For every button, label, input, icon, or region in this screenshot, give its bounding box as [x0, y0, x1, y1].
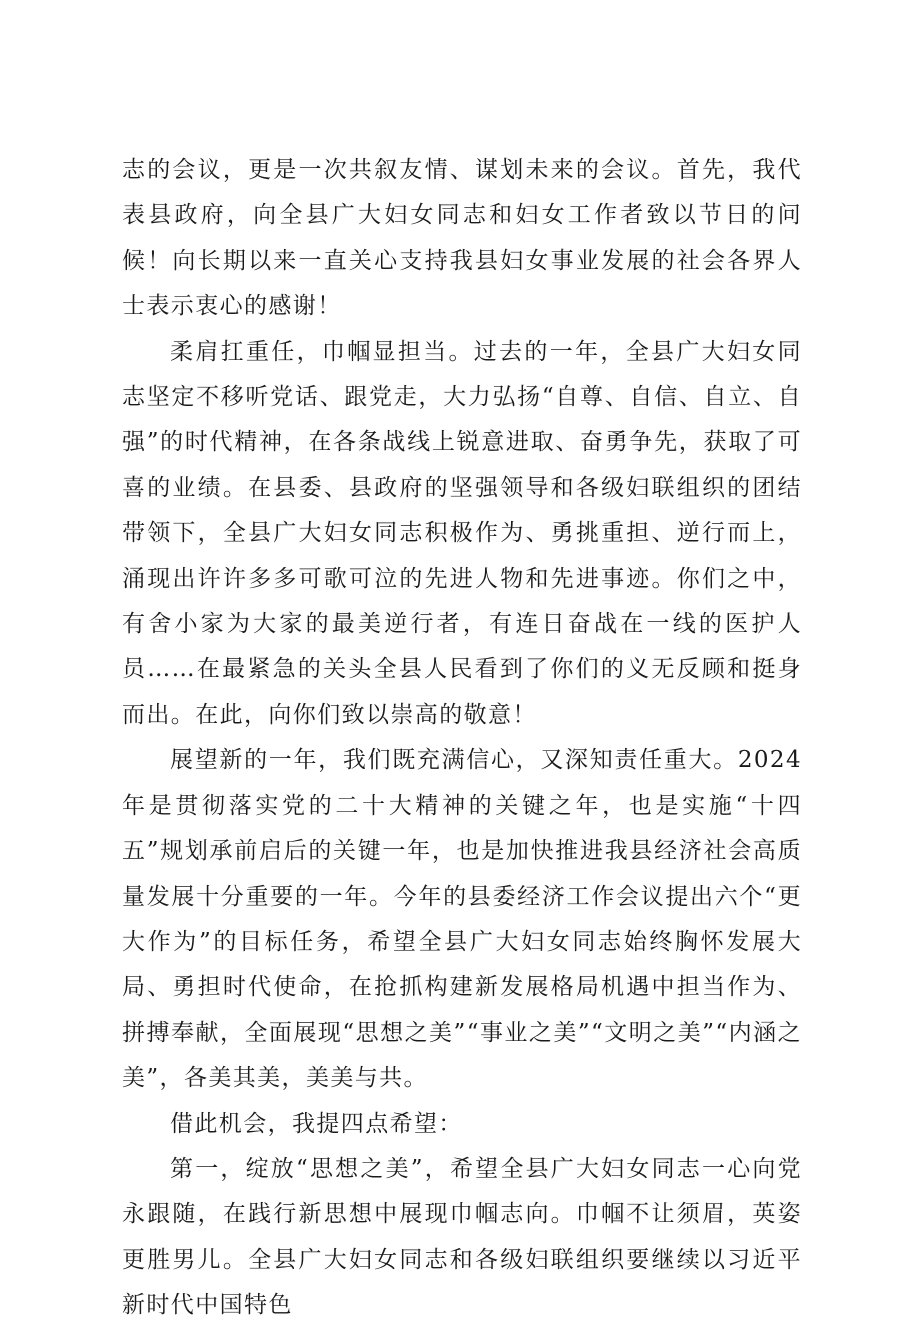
paragraph-4: 借此机会，我提四点希望： — [170, 1110, 463, 1137]
paragraph-1: 志的会议，更是一次共叙友情、谋划未来的会议。首先，我代表县政府，向全县广大妇女同志和妇女工作者致以节日的问候！向长期以来一直关心支持我县妇女事业发展的社会各界人士表示衷心的感谢！ — [122, 157, 802, 320]
paragraph-3: 展望新的一年，我们既充满信心，又深知责任重大。2024年是贯彻落实党的二十大精神的关键之年，也是实施“十四五”规划承前启后的关键一年，也是加快推进我县经济社会高质量发展十分重要的一年。今年的县委经济工作会议提出六个“更大作为”的目标任务，希望全县广大妇女同志始终胸怀发展大局、勇担时代使命，在抢抓构建新发展格局机遇中担当作为、拼搏奉献，全面展现“思想之美”“事业之美”“文明之美”“内涵之美”，各美其美，美美与共。 — [122, 747, 802, 1092]
paragraph-2: 柔肩扛重任，巾帼显担当。过去的一年，全县广大妇女同志坚定不移听党话、跟党走，大力弘扬“自尊、自信、自立、自强”的时代精神，在各条战线上锐意进取、奋勇争先，获取了可喜的业绩。在县委、县政府的坚强领导和各级妇联组织的团结带领下，全县广大妇女同志积极作为、勇挑重担、逆行而上，涌现出许许多多可歌可泣的先进人物和先进事迹。你们之中，有舍小家为大家的最美逆行者，有连日奋战在一线的医护人员……在最紧急的关头全县人民看到了你们的义无反顾和挺身而出。在此，向你们致以崇高的敬意！ — [122, 338, 802, 728]
document-body — [122, 148, 802, 1329]
paragraph-5: 第一，绽放“思想之美”，希望全县广大妇女同志一心向党永跟随，在践行新思想中展现巾帼志向。巾帼不让须眉，英姿更胜男儿。全县广大妇女同志和各级妇联组织要继续以习近平新时代中国特色 — [122, 1155, 802, 1319]
